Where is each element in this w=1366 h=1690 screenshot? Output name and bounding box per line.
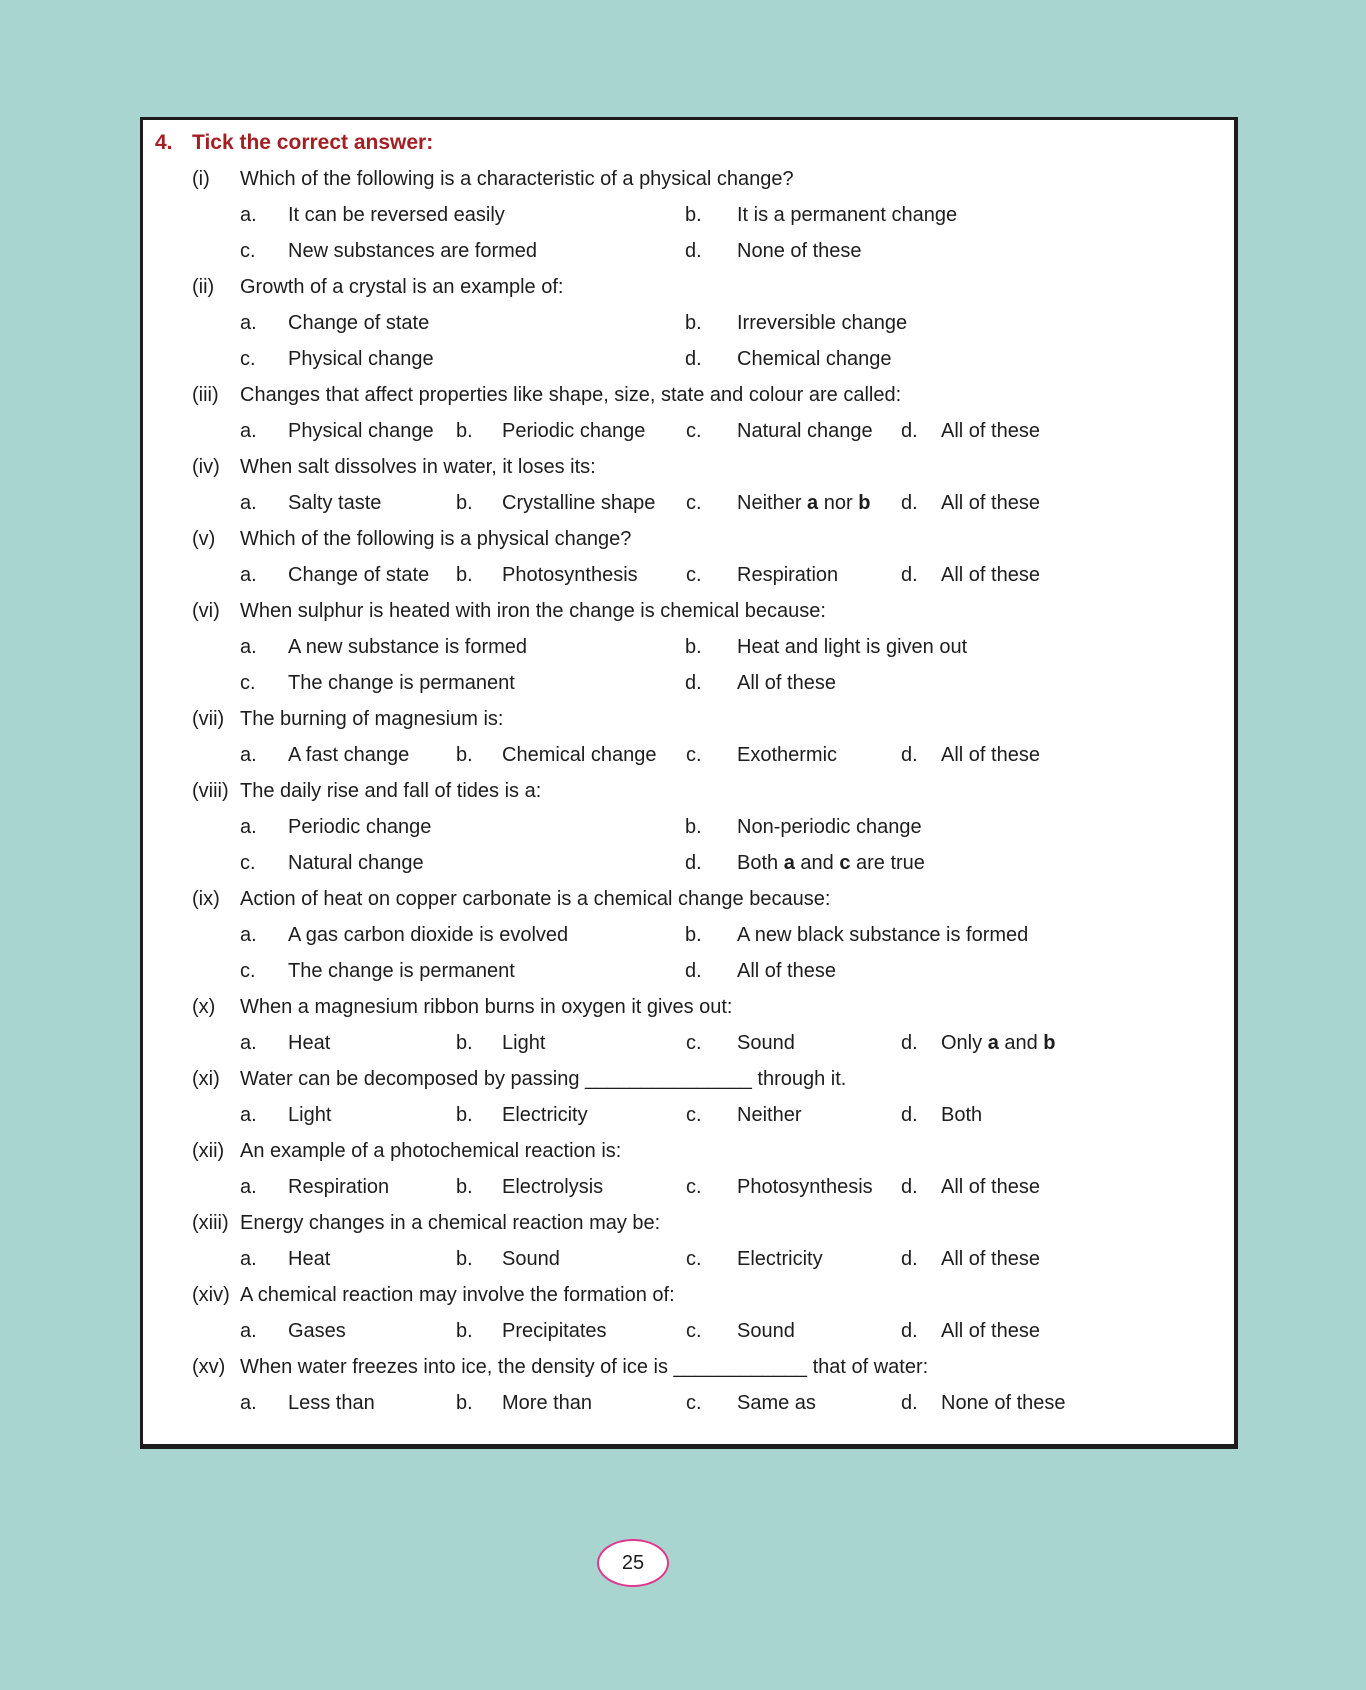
option-text: None of these — [737, 240, 862, 262]
option-text: Natural change — [737, 420, 873, 442]
option-letter: c. — [240, 852, 256, 874]
option-letter: d. — [901, 1248, 918, 1270]
option-letter: d. — [901, 1392, 918, 1414]
option-letter: a. — [240, 1176, 257, 1198]
question-row — [143, 881, 1234, 917]
option-row — [143, 737, 1234, 773]
option-text: Chemical change — [737, 348, 892, 370]
option-letter: a. — [240, 924, 257, 946]
option-text: All of these — [737, 672, 836, 694]
question-row — [143, 1205, 1234, 1241]
question-numeral: (ix) — [192, 888, 220, 910]
option-text: Irreversible change — [737, 312, 908, 334]
option-text: Salty taste — [288, 492, 382, 514]
option-text: Physical change — [288, 420, 434, 442]
option-text: A gas carbon dioxide is evolved — [288, 924, 569, 946]
option-letter: a. — [240, 1392, 257, 1414]
option-letter: c. — [686, 1176, 702, 1198]
option-text: Periodic change — [502, 420, 646, 442]
question-text: The daily rise and fall of tides is a: — [240, 780, 542, 802]
option-text: Respiration — [288, 1176, 390, 1198]
option-text: Sound — [502, 1248, 560, 1270]
option-letter: b. — [456, 492, 473, 514]
question-text: Which of the following is a physical change? — [240, 528, 632, 550]
option-letter: b. — [456, 744, 473, 766]
option-letter: d. — [685, 852, 702, 874]
option-text: The change is permanent — [288, 672, 515, 694]
option-row — [143, 665, 1234, 701]
question-numeral: (x) — [192, 996, 216, 1018]
option-text: Respiration — [737, 564, 839, 586]
option-letter: a. — [240, 420, 257, 442]
option-text: All of these — [941, 1248, 1040, 1270]
option-letter: c. — [240, 960, 256, 982]
option-text: It can be reversed easily — [288, 204, 505, 226]
option-letter: b. — [685, 924, 702, 946]
option-text: Non-periodic change — [737, 816, 922, 838]
option-letter: a. — [240, 1104, 257, 1126]
option-text: Photosynthesis — [502, 564, 638, 586]
question-text: Energy changes in a chemical reaction may be: — [240, 1212, 661, 1234]
option-letter: a. — [240, 204, 257, 226]
option-letter: d. — [685, 960, 702, 982]
option-letter: b. — [456, 1176, 473, 1198]
question-row — [143, 269, 1234, 305]
option-text: None of these — [941, 1392, 1066, 1414]
option-text: Electrolysis — [502, 1176, 604, 1198]
option-letter: d. — [901, 1032, 918, 1054]
option-letter: b. — [456, 1032, 473, 1054]
question-text: The burning of magnesium is: — [240, 708, 504, 730]
option-text: A new substance is formed — [288, 636, 528, 658]
option-text: All of these — [737, 960, 836, 982]
option-row — [143, 1241, 1234, 1277]
question-text: Action of heat on copper carbonate is a chemical change because: — [240, 888, 831, 910]
option-letter: a. — [240, 492, 257, 514]
option-text: Heat and light is given out — [737, 636, 968, 658]
question-row — [143, 377, 1234, 413]
question-text: An example of a photochemical reaction is: — [240, 1140, 622, 1162]
option-text: New substances are formed — [288, 240, 538, 262]
option-text: A new black substance is formed — [737, 924, 1029, 946]
option-text: Electricity — [737, 1248, 823, 1270]
option-text: Natural change — [288, 852, 424, 874]
option-text: Crystalline shape — [502, 492, 656, 514]
option-letter: a. — [240, 1320, 257, 1342]
option-letter: d. — [901, 420, 918, 442]
option-text: Physical change — [288, 348, 434, 370]
question-numeral: (iv) — [192, 456, 220, 478]
option-row — [143, 845, 1234, 881]
question-row — [143, 1061, 1234, 1097]
question-numeral: (xiii) — [192, 1212, 229, 1234]
option-letter: a. — [240, 744, 257, 766]
option-row — [143, 953, 1234, 989]
option-letter: d. — [901, 492, 918, 514]
option-row — [143, 233, 1234, 269]
option-letter: d. — [901, 744, 918, 766]
option-text: Sound — [737, 1320, 795, 1342]
question-numeral: (i) — [192, 168, 210, 190]
option-text: All of these — [941, 564, 1040, 586]
question-text: A chemical reaction may involve the formation of: — [240, 1284, 675, 1306]
option-text: More than — [502, 1392, 593, 1414]
option-row — [143, 485, 1234, 521]
option-text: The change is permanent — [288, 960, 515, 982]
option-text: Only a and b — [941, 1032, 1056, 1054]
option-letter: b. — [685, 636, 702, 658]
option-letter: c. — [686, 744, 702, 766]
option-letter: b. — [456, 1392, 473, 1414]
question-numeral: (xv) — [192, 1356, 226, 1378]
option-letter: a. — [240, 1248, 257, 1270]
option-row — [143, 809, 1234, 845]
option-letter: b. — [456, 420, 473, 442]
question-row — [143, 1349, 1234, 1385]
question-text: Changes that affect properties like shape, size, state and colour are called: — [240, 384, 902, 406]
question-row — [143, 1133, 1234, 1169]
option-text: It is a permanent change — [737, 204, 958, 226]
option-letter: b. — [456, 1104, 473, 1126]
option-text: Neither — [737, 1104, 802, 1126]
option-row — [143, 557, 1234, 593]
option-row — [143, 341, 1234, 377]
question-text: When a magnesium ribbon burns in oxygen it gives out: — [240, 996, 733, 1018]
option-text: Gases — [288, 1320, 346, 1342]
option-letter: c. — [240, 672, 256, 694]
option-letter: c. — [686, 420, 702, 442]
question-text: Water can be decomposed by passing _______________ through it. — [240, 1068, 847, 1090]
exercise-box — [140, 117, 1238, 1449]
question-numeral: (iii) — [192, 384, 219, 406]
question-text: Growth of a crystal is an example of: — [240, 276, 564, 298]
option-text: Sound — [737, 1032, 795, 1054]
section-number: 4. — [155, 131, 173, 154]
option-letter: a. — [240, 1032, 257, 1054]
option-text: All of these — [941, 492, 1040, 514]
question-text: When sulphur is heated with iron the change is chemical because: — [240, 600, 826, 622]
question-row — [143, 521, 1234, 557]
question-text: Which of the following is a characteristic of a physical change? — [240, 168, 794, 190]
option-letter: c. — [686, 1392, 702, 1414]
option-row — [143, 1169, 1234, 1205]
option-letter: d. — [901, 1104, 918, 1126]
option-letter: c. — [240, 348, 256, 370]
question-row — [143, 1277, 1234, 1313]
option-text: Periodic change — [288, 816, 432, 838]
option-text: Light — [288, 1104, 332, 1126]
option-letter: c. — [686, 1248, 702, 1270]
option-letter: d. — [901, 1176, 918, 1198]
option-letter: a. — [240, 816, 257, 838]
option-letter: b. — [685, 312, 702, 334]
question-row — [143, 161, 1234, 197]
option-text: Heat — [288, 1248, 331, 1270]
option-letter: c. — [686, 1320, 702, 1342]
option-text: Neither a nor b — [737, 492, 871, 514]
option-row — [143, 1097, 1234, 1133]
option-text: Chemical change — [502, 744, 657, 766]
option-row — [143, 917, 1234, 953]
question-row — [143, 773, 1234, 809]
option-letter: d. — [685, 672, 702, 694]
question-numeral: (v) — [192, 528, 216, 550]
question-text: When water freezes into ice, the density of ice is ____________ that of water: — [240, 1356, 929, 1378]
option-text: Precipitates — [502, 1320, 607, 1342]
option-letter: b. — [456, 1248, 473, 1270]
option-letter: c. — [686, 564, 702, 586]
option-letter: d. — [901, 564, 918, 586]
option-text: Same as — [737, 1392, 816, 1414]
question-numeral: (ii) — [192, 276, 215, 298]
option-letter: c. — [240, 240, 256, 262]
option-letter: b. — [685, 204, 702, 226]
question-row — [143, 593, 1234, 629]
option-letter: c. — [686, 1032, 702, 1054]
question-list — [143, 161, 1234, 1421]
option-text: Light — [502, 1032, 546, 1054]
question-numeral: (xii) — [192, 1140, 225, 1162]
option-row — [143, 629, 1234, 665]
option-text: All of these — [941, 1176, 1040, 1198]
question-text: When salt dissolves in water, it loses its: — [240, 456, 596, 478]
option-row — [143, 305, 1234, 341]
option-row — [143, 197, 1234, 233]
option-row — [143, 413, 1234, 449]
question-numeral: (vi) — [192, 600, 220, 622]
option-letter: b. — [456, 564, 473, 586]
option-text: Both — [941, 1104, 983, 1126]
option-text: Photosynthesis — [737, 1176, 873, 1198]
option-row — [143, 1313, 1234, 1349]
option-text: A fast change — [288, 744, 410, 766]
option-text: Change of state — [288, 564, 430, 586]
question-numeral: (xi) — [192, 1068, 220, 1090]
option-letter: c. — [686, 492, 702, 514]
option-letter: d. — [685, 240, 702, 262]
question-row — [143, 701, 1234, 737]
option-letter: b. — [685, 816, 702, 838]
question-numeral: (vii) — [192, 708, 225, 730]
option-letter: a. — [240, 636, 257, 658]
question-row — [143, 449, 1234, 485]
question-numeral: (xiv) — [192, 1284, 230, 1306]
option-text: All of these — [941, 744, 1040, 766]
section-title: Tick the correct answer: — [192, 131, 434, 154]
option-letter: d. — [685, 348, 702, 370]
option-letter: b. — [456, 1320, 473, 1342]
option-text: All of these — [941, 1320, 1040, 1342]
option-text: Change of state — [288, 312, 430, 334]
option-text: Electricity — [502, 1104, 588, 1126]
question-row — [143, 989, 1234, 1025]
option-text: Less than — [288, 1392, 375, 1414]
option-letter: a. — [240, 312, 257, 334]
page-number: 25 — [621, 1552, 645, 1574]
page-number-badge — [597, 1539, 669, 1587]
option-text: Both a and c are true — [737, 852, 925, 874]
option-row — [143, 1025, 1234, 1061]
option-letter: c. — [686, 1104, 702, 1126]
question-numeral: (viii) — [192, 780, 229, 802]
option-letter: a. — [240, 564, 257, 586]
section-title-row — [143, 125, 1234, 161]
option-text: Heat — [288, 1032, 331, 1054]
option-text: All of these — [941, 420, 1040, 442]
option-row — [143, 1385, 1234, 1421]
option-text: Exothermic — [737, 744, 838, 766]
option-letter: d. — [901, 1320, 918, 1342]
